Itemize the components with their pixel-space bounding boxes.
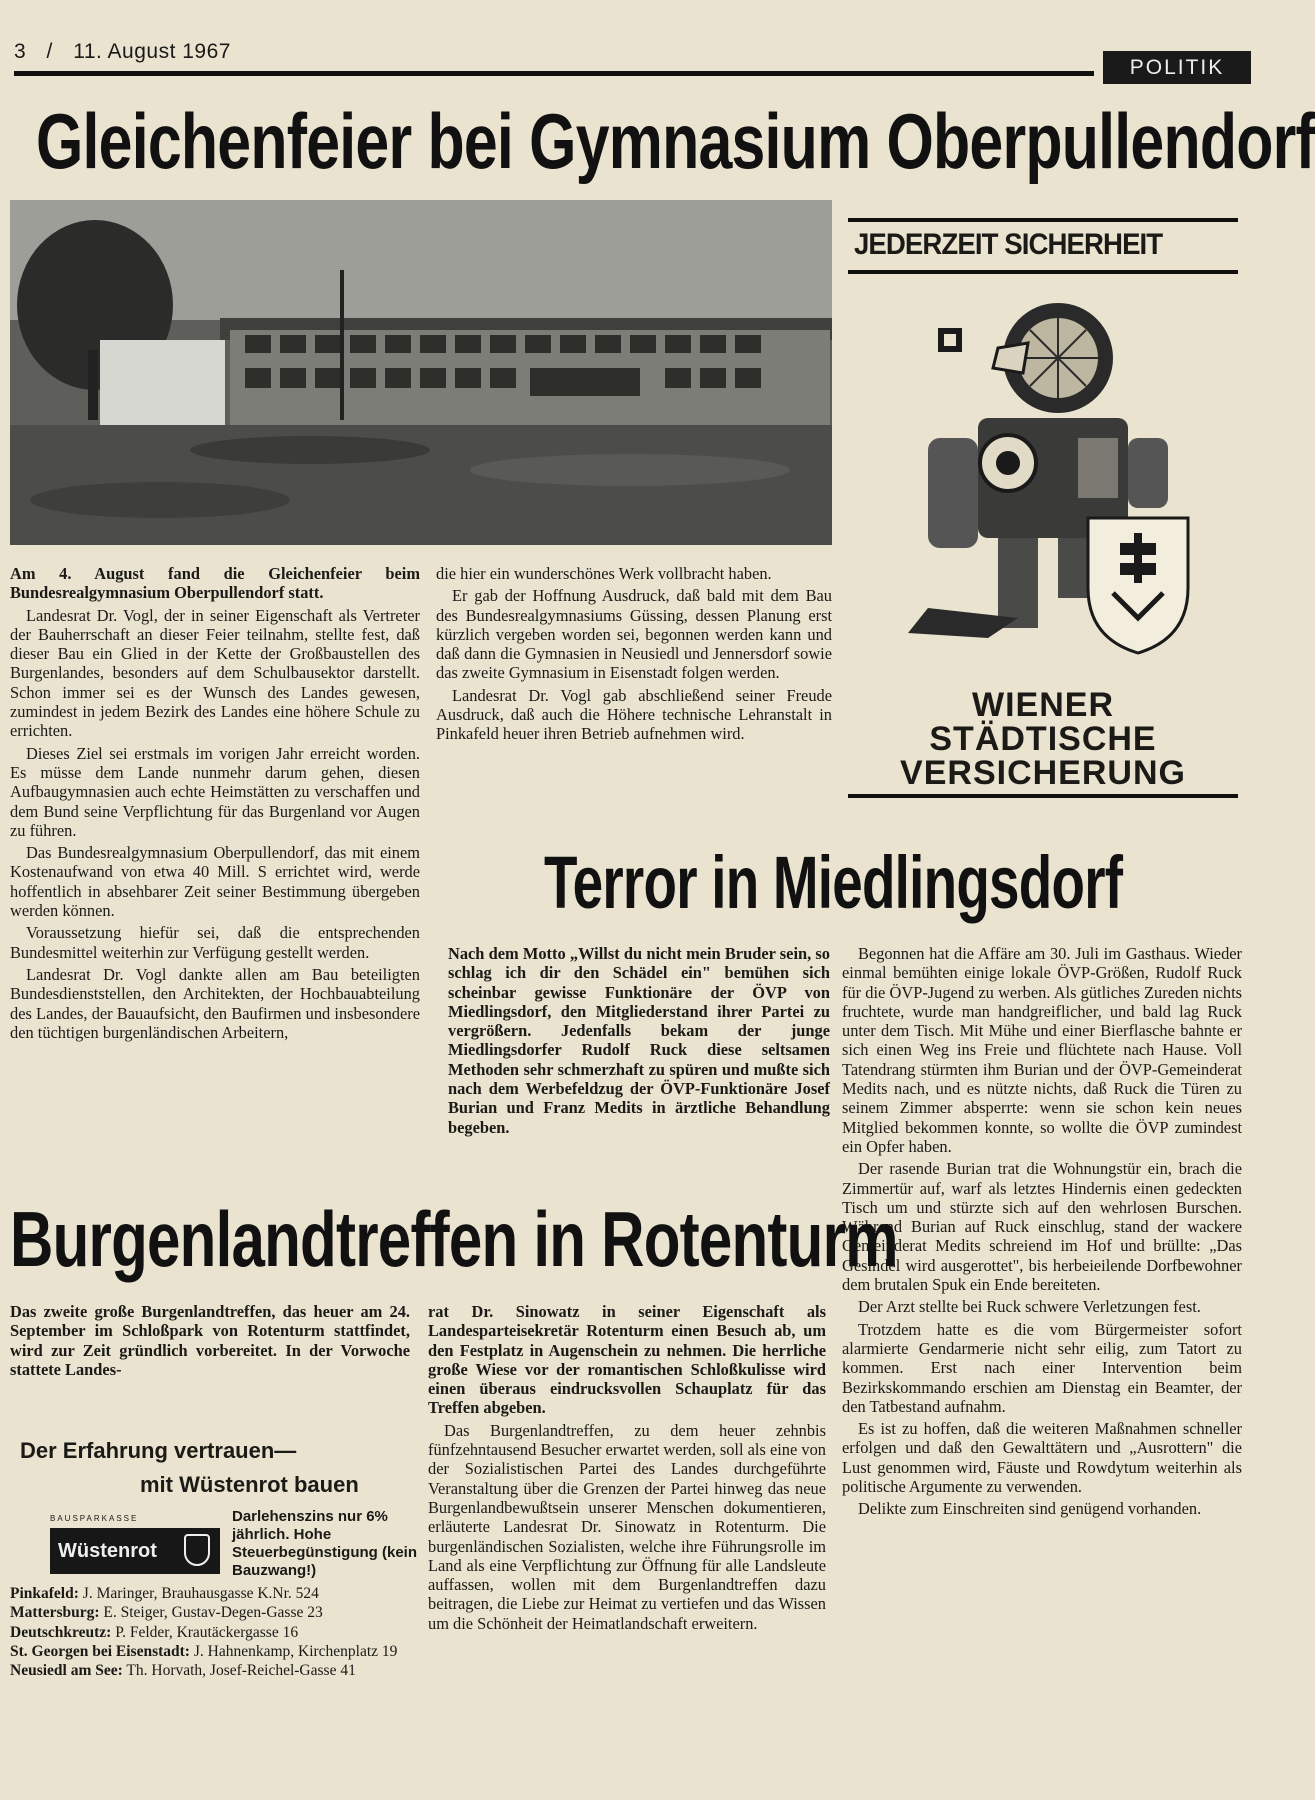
article1-paragraph: Landesrat Dr. Vogl, der in seiner Eigenschaft als Vertreter der Bauherrschaft an dieser Feier teilnahm, stellte fest, daß dieser Bau ein Glied in der Kette der Großbaustellen des Burgenlandes, besonders auf dem Schulbausektor darstellt. Schon immer sei es der Wunsch des Landes gewesen, zumindest in jedem Bezirk des Landes eine höhere Schule zu errichten. (10, 605, 420, 741)
article2-paragraph: Trotzdem hatte es die vom Bürgermeister sofort alarmierte Gendarmerie nicht sehr eilig, zum Tatort zu kommen. Erst nach einer Intervention beim Bezirkskommando erschien am Dienstag ein Beamter, der den Tatbestand aufnahm. (842, 1319, 1242, 1416)
article1-paragraph: Landesrat Dr. Vogl gab abschließend seiner Freude Ausdruck, daß auch die Höhere technische Lehranstalt in Pinkafeld heuer ihren Betrieb aufnehmen wird. (436, 685, 832, 744)
address-place: Mattersburg: (10, 1604, 100, 1622)
article1-paragraph: Landesrat Dr. Vogl dankte allen am Bau beteiligten Bundesdienststellen, den Architekten, der Hochbauabteilung des Landes, der Bauaufsicht, den Baufirmen und insbesondere den tüchtigen burgenländischen Arbeitern, (10, 964, 420, 1042)
article1-paragraph: die hier ein wunderschönes Werk vollbracht haben. (436, 564, 772, 583)
article1-lead: Am 4. August fand die Gleichenfeier beim Bundesrealgymnasium Oberpullendorf statt. (10, 564, 420, 603)
article1-paragraph: Dieses Ziel sei erstmals im vorigen Jahr erreicht worden. Es müsse dem Lande nunmehr darum gehen, diesen Aufbaugymnasien auch echte Heimstätten zu verschaffen und dem Bund seine Verpflichtung für das Burgenland vor Augen zu führen. (10, 743, 420, 840)
article1-column1 (10, 564, 420, 1045)
article2-column2 (842, 944, 1242, 1522)
address-place: Pinkafeld: (10, 1585, 79, 1602)
article2-lead: Nach dem Motto „Willst du nicht mein Bruder sein, so schlag ich dir den Schädel ein" bemühen sich scheinbar gewisse Funktionäre der ÖVP von Miedlingsdorf, den Mitgliederstand ihrer Partei zu vergrößern. Jedenfalls bekam der junge Miedlingsdorfer Rudolf Ruck diese seltsamen Methoden sehr schmerzhaft zu spüren und mußte sich nach dem Werbefeldzug der ÖVP-Funktionäre Josef Burian und Franz Medits in ärztliche Behandlung begeben. (448, 944, 830, 1137)
ad-slogan: JEDERZEIT SICHERHEIT (854, 228, 1163, 261)
article1-paragraph: Das Bundesrealgymnasium Oberpullendorf, das mit einem Kostenaufwand von etwa 40 Mill. S errichtet wird, werde hoffentlich in absehbarer Zeit seiner Bestimmung übergeben werden können. (10, 843, 420, 921)
article3-lead: Das zweite große Burgenlandtreffen, das heuer am 24. September im Schloßpark von Rotenturm stattfindet, wird zur Zeit gründlich vorbereitet. In der Vorwoche stattete Landes- (10, 1302, 410, 1379)
article3-column2 (428, 1302, 826, 1636)
article3-paragraph: Das Burgenlandtreffen, zu dem heuer zehnbis fünfzehntausend Besucher erwartet werden, soll als eine von der Sozialistischen Partei des Landes durchgeführte Veranstaltung über die Grenzen der Partei hinweg das neue Burgenlandbewußtsein unserer Menschen dokumentieren, erläuterte Landesrat Dr. Sinowatz in Rotenturm. Die burgenländischen Sozialisten, welche ihre Führungsrolle im Land als eine Verpflichtung zur Öffnung für alle Landsleute auffassen, wollen mit dem Burgenlandtreffen dazu beitragen, die Liebe zur Heimat zu vertiefen und das Wissen um die Schönheit der Heimatlandschaft erweitern. (428, 1420, 826, 1633)
headline-terror: Terror in Miedlingsdorf (544, 841, 1123, 924)
page-number: 3 (14, 40, 27, 63)
address-entry (10, 1584, 418, 1603)
header-rule (14, 71, 1094, 76)
address-detail: P. Felder, Krautäckergasse 16 (115, 1623, 299, 1641)
address-entry (10, 1603, 418, 1622)
bank-advertisement (10, 1432, 418, 1732)
article2-paragraph: Der Arzt stellte bei Ruck schwere Verletzungen fest. (858, 1297, 1201, 1317)
headline-gleichenfeier: Gleichenfeier bei Gymnasium Oberpullendorf (36, 97, 1315, 185)
article2-paragraph: Begonnen hat die Affäre am 30. Juli im Gasthaus. Wieder einmal bemühten einige lokale ÖVP-Größen, Rudolf Ruck für die ÖVP-Jugend zu werben. Als gütliches Zureden nichts fruchtete, wurde man handgreiflicher, und bald lag Ruck unter dem Tisch. Mit Mühe und einer Bierflasche bahnte er sich einen Weg ins Freie und flüchtete nach Hause. Voll Tatendrang stürmten ihm Burian und der ÖVP-Gemeinderat Medits nach, und es nützte nichts, daß Ruck die Türen zu seinem Zimmer absperrte: wenn sie schon kein neues Mitglied bekommen konnte, so wollte die ÖVP zumindest ein Opfer haben. (842, 944, 1242, 1156)
address-detail: Th. Horvath, Josef-Reichel-Gasse 41 (126, 1662, 356, 1680)
section-label: POLITIK (1103, 51, 1251, 84)
address-detail: J. Maringer, Brauhausgasse K.Nr. 524 (82, 1585, 319, 1602)
shield-icon (184, 1534, 210, 1566)
address-place: Deutschkreutz: (10, 1623, 112, 1641)
school-building-photo (10, 200, 832, 545)
insurance-brand (848, 688, 1238, 790)
address-entry (10, 1661, 418, 1680)
address-place: Neusiedl am See: (10, 1662, 123, 1680)
logo-name (50, 1528, 220, 1574)
ad-rule (848, 794, 1238, 798)
bank-address-list (10, 1584, 418, 1680)
bank-ad-headline: Der Erfahrung vertrauen— (20, 1438, 297, 1463)
brand-line: STÄDTISCHE (929, 720, 1157, 758)
article1-paragraph: Er gab der Hoffnung Ausdruck, daß bald mit dem Bau des Bundesrealgymnasiums Güssing, dessen Planung erst kürzlich vergeben worden sei, begonnen werden kann und daß dann die Gymnasien in Neusiedl und Jennersdorf sowie das zweite Gymnasium in Eisenstadt folgen werden. (436, 586, 832, 683)
wuestenrot-logo (50, 1514, 220, 1576)
article3-column1 (10, 1302, 410, 1382)
issue-date: 11. August 1967 (73, 40, 231, 63)
dateline-separator: / (46, 40, 53, 63)
article2-paragraph: Delikte zum Einschreiten sind genügend vorhanden. (858, 1499, 1202, 1519)
logo-name-text: Wüstenrot (58, 1540, 157, 1562)
logo-small-text: BAUSPARKASSE (50, 1514, 139, 1523)
page-header-dateline (14, 40, 231, 64)
address-detail: E. Steiger, Gustav-Degen-Gasse 23 (103, 1604, 323, 1622)
article2-paragraph: Der rasende Burian trat die Wohnungstür ein, brach die Zimmertür auf, warf als letztes Hindernis einen gedeckten Tisch um und stürzte sich auf den wehrlosen Burschen. Während Burian auf Ruck einschlug, stand der wackere Gemeinderat Medits schreiend im Hof und brüllte: „Das Gesindel wird ausgerottet", bis herbeieilende Dorfbewohner dem brutalen Spuk ein Ende bereiteten. (842, 1159, 1242, 1295)
address-entry (10, 1623, 418, 1642)
article2-column1 (448, 944, 830, 1140)
knight-illustration (888, 288, 1198, 658)
insurance-advertisement (848, 218, 1238, 803)
article3-lead-continued: rat Dr. Sinowatz in seiner Eigenschaft als Landesparteisekretär Rotenturm einen Besuch ab, um den Festplatz in Augenschein zu nehmen. Die herrliche große Wiese vor der romantischen Schloßkulisse wird einen überaus eindrucksvollen Schauplatz für das Treffen abgeben. (428, 1302, 826, 1418)
address-entry (10, 1642, 418, 1661)
article1-column2 (436, 564, 832, 747)
article2-paragraph: Es ist zu hoffen, daß die weiteren Maßnahmen schneller erfolgen und daß den Gewalttätern und „Ausrottern" die Lust genommen wird, Fäuste und Rowdytum weiterhin als politische Argumente zu verwenden. (842, 1419, 1242, 1497)
bank-ad-subline: mit Wüstenrot bauen (140, 1472, 359, 1497)
ad-rule (848, 270, 1238, 274)
brand-line: WIENER (972, 686, 1114, 724)
headline-burgenlandtreffen: Burgenlandtreffen in Rotenturm (10, 1195, 898, 1283)
brand-line: VERSICHERUNG (900, 754, 1186, 792)
bank-ad-terms: Darlehenszins nur 6% jährlich. Hohe Steuerbegünstigung (kein Bauzwang!) (232, 1508, 418, 1579)
address-place: St. Georgen bei Eisenstadt: (10, 1642, 190, 1660)
address-detail: J. Hahnenkamp, Kirchenplatz 19 (193, 1642, 398, 1660)
ad-rule (848, 218, 1238, 222)
article1-paragraph: Voraussetzung hiefür sei, daß die entsprechenden Bundesmittel weiterhin zur Verfügung gestellt werden. (10, 923, 420, 962)
